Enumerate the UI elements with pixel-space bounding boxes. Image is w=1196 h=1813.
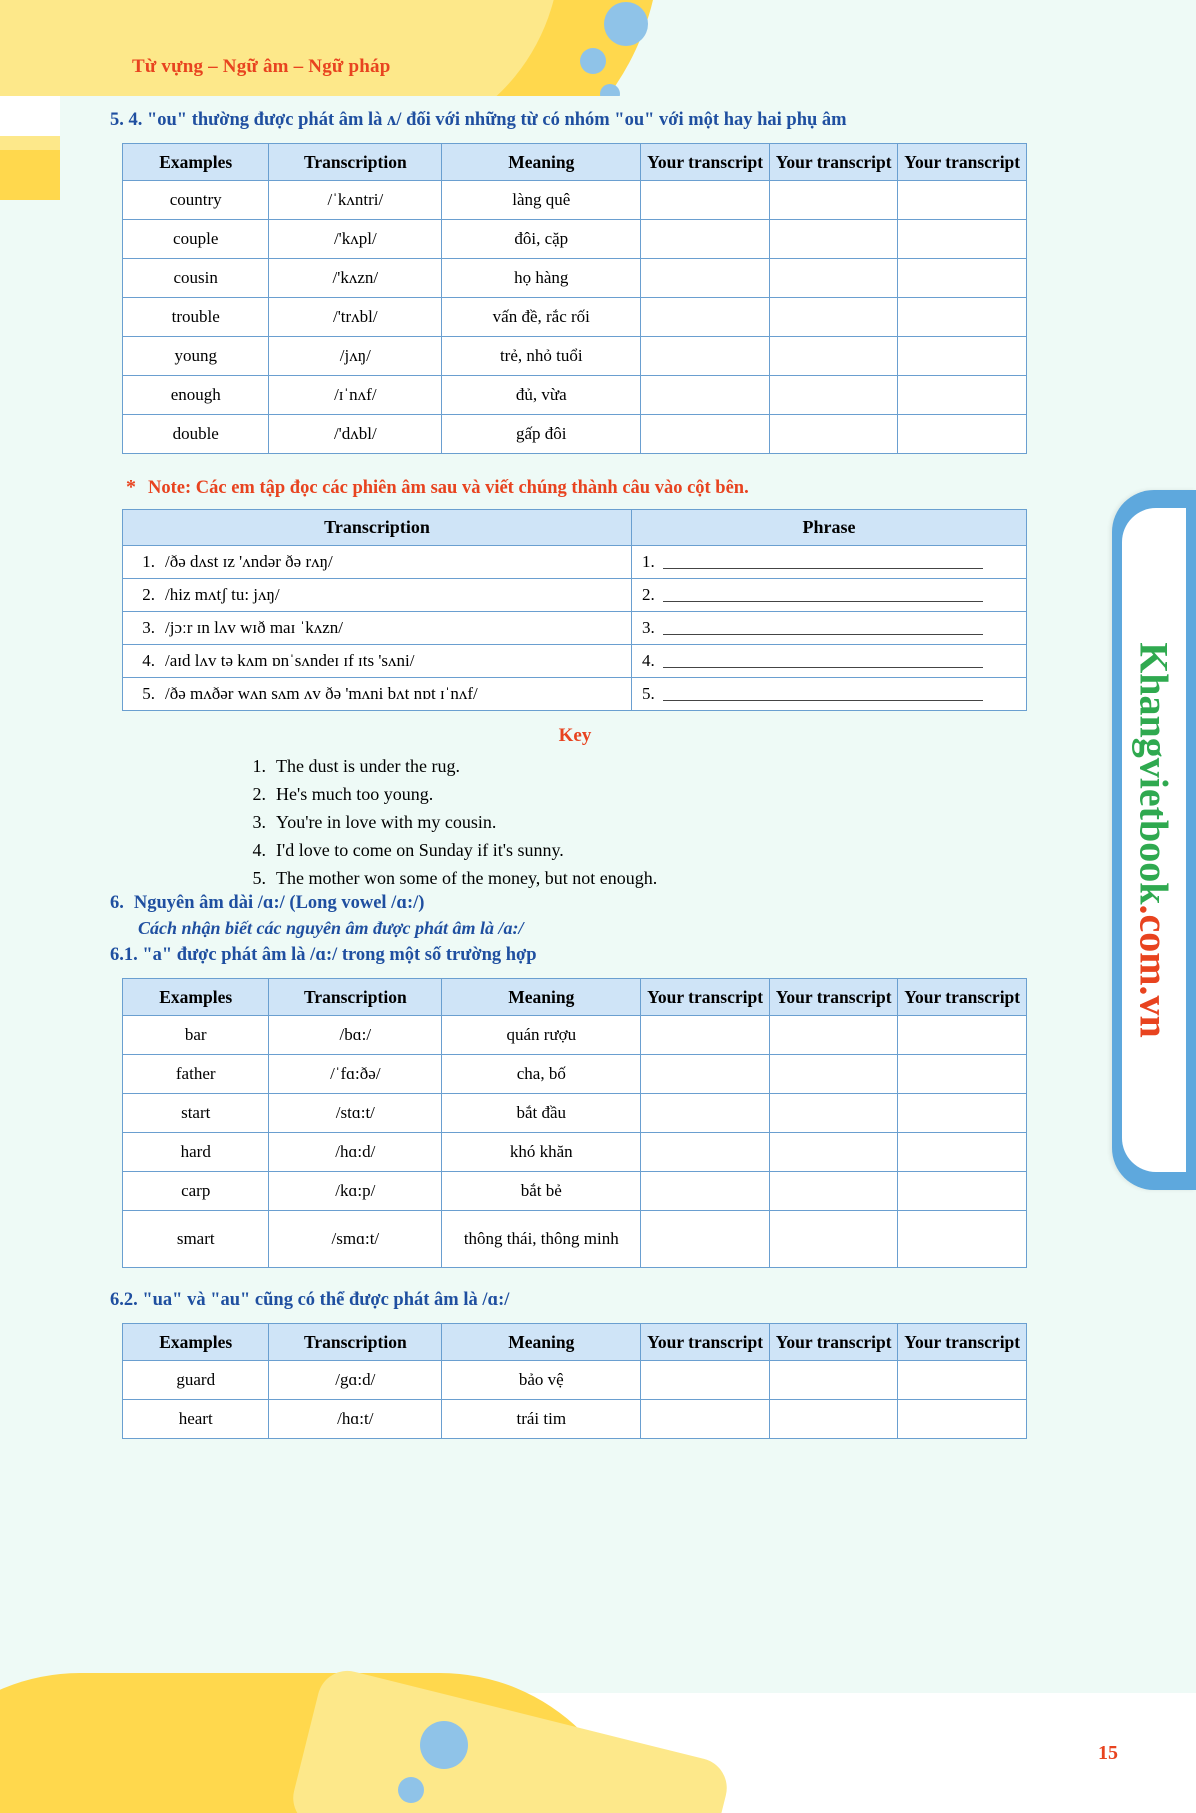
cell-example: smart: [123, 1210, 269, 1267]
table-row: [123, 259, 1027, 298]
section-6-1-heading: 6.1. "a" được phát âm là /ɑ:/ trong một số trường hợp: [110, 944, 537, 965]
answer-blank[interactable]: [663, 684, 983, 701]
cell-example: young: [123, 337, 269, 376]
cell-transcription: /'kʌzn/: [269, 259, 442, 298]
cell-your-transcript[interactable]: [641, 1132, 770, 1171]
col-meaning: Meaning: [442, 1323, 641, 1360]
cell-your-transcript[interactable]: [898, 1171, 1027, 1210]
table-row: [123, 1360, 1027, 1399]
cell-example: father: [123, 1054, 269, 1093]
cell-meaning: gấp đôi: [442, 415, 641, 454]
item-transcription: /hiz mʌtʃ tu: jʌŋ/: [165, 585, 280, 605]
item-index: 5.: [252, 867, 266, 888]
cell-your-transcript[interactable]: [769, 1054, 898, 1093]
cell-example: guard: [123, 1360, 269, 1399]
table-header-row: [123, 510, 1027, 546]
cell-your-transcript[interactable]: [898, 1210, 1027, 1267]
item-transcription: /jɔːr ɪn lʌv wɪð maɪ ˈkʌzn/: [165, 618, 343, 638]
cell-your-transcript[interactable]: [769, 1360, 898, 1399]
cell-transcription: /stɑ:t/: [269, 1093, 442, 1132]
table-row: [123, 1171, 1027, 1210]
key-answer-list: [246, 753, 1040, 892]
cell-meaning: đôi, cặp: [442, 220, 641, 259]
answer-blank[interactable]: [663, 552, 983, 569]
table-row: [123, 645, 1027, 678]
cell-example: couple: [123, 220, 269, 259]
table-row: [123, 579, 1027, 612]
side-brand-tab: [1112, 490, 1196, 1190]
col-your-transcript-1: Your transcript: [641, 1323, 770, 1360]
table-transcription-phrase: [122, 509, 1027, 711]
cell-your-transcript[interactable]: [641, 337, 770, 376]
cell-your-transcript[interactable]: [898, 1015, 1027, 1054]
table-row: [123, 376, 1027, 415]
item-transcription: /aɪd lʌv tə kʌm ɒnˈsʌndeɪ ɪf ɪts 'sʌni/: [165, 651, 415, 671]
table-row: [123, 1210, 1027, 1267]
cell-meaning: làng quê: [442, 181, 641, 220]
cell-your-transcript[interactable]: [769, 1015, 898, 1054]
col-your-transcript-3: Your transcript: [898, 144, 1027, 181]
cell-your-transcript[interactable]: [898, 1132, 1027, 1171]
col-transcription: Transcription: [123, 510, 632, 546]
col-transcription: Transcription: [269, 1323, 442, 1360]
item-transcription: /ðə mʌðər wʌn sʌm ʌv ðə 'mʌni bʌt nɒt ɪˈnʌf/: [165, 684, 478, 704]
table-section-6-2: [122, 1323, 1027, 1439]
cell-your-transcript[interactable]: [641, 259, 770, 298]
col-transcription: Transcription: [269, 144, 442, 181]
table-row: [123, 1093, 1027, 1132]
cell-meaning: bắt bẻ: [442, 1171, 641, 1210]
cell-your-transcript[interactable]: [641, 415, 770, 454]
cell-your-transcript[interactable]: [641, 220, 770, 259]
cell-your-transcript[interactable]: [641, 1093, 770, 1132]
item-transcription: /ðə dʌst ɪz 'ʌndər ðə rʌŋ/: [165, 552, 333, 572]
answer-blank[interactable]: [663, 618, 983, 635]
brand-tld: .com.vn: [1131, 904, 1177, 1038]
decor-dot: [420, 1721, 468, 1769]
cell-phrase-answer[interactable]: [632, 546, 1027, 579]
table-row: [123, 298, 1027, 337]
col-phrase: Phrase: [632, 510, 1027, 546]
col-your-transcript-2: Your transcript: [769, 1323, 898, 1360]
col-meaning: Meaning: [442, 978, 641, 1015]
cell-your-transcript[interactable]: [641, 1171, 770, 1210]
cell-example: cousin: [123, 259, 269, 298]
list-item: [246, 865, 1040, 893]
item-text: He's much too young.: [276, 784, 434, 805]
cell-your-transcript[interactable]: [769, 181, 898, 220]
table-row: [123, 546, 1027, 579]
item-index: 3.: [642, 618, 655, 638]
note-star-icon: *: [126, 476, 136, 499]
item-index: 5.: [142, 684, 155, 704]
cell-your-transcript[interactable]: [641, 181, 770, 220]
table-row: [123, 612, 1027, 645]
cell-meaning: quán rượu: [442, 1015, 641, 1054]
cell-transcription: [123, 612, 632, 645]
cell-your-transcript[interactable]: [769, 298, 898, 337]
cell-your-transcript[interactable]: [769, 1093, 898, 1132]
table-row: [123, 337, 1027, 376]
cell-meaning: khó khăn: [442, 1132, 641, 1171]
cell-your-transcript[interactable]: [898, 181, 1027, 220]
cell-your-transcript[interactable]: [769, 1171, 898, 1210]
col-examples: Examples: [123, 1323, 269, 1360]
cell-example: heart: [123, 1399, 269, 1438]
cell-transcription: [123, 645, 632, 678]
col-your-transcript-1: Your transcript: [641, 978, 770, 1015]
section-6-2-heading: 6.2. "ua" và "au" cũng có thể được phát âm là /ɑ:/: [110, 1289, 510, 1310]
item-index: 5.: [642, 684, 655, 704]
cell-transcription: /ɪˈnʌf/: [269, 376, 442, 415]
cell-your-transcript[interactable]: [898, 1054, 1027, 1093]
item-index: 1.: [642, 552, 655, 572]
table-row: [123, 1399, 1027, 1438]
cell-phrase-answer[interactable]: [632, 612, 1027, 645]
brand-label: [1131, 642, 1178, 1038]
cell-meaning: trái tim: [442, 1399, 641, 1438]
table-section-6-1: [122, 978, 1027, 1268]
cell-example: start: [123, 1093, 269, 1132]
section-6-heading: Nguyên âm dài /ɑ:/ (Long vowel /ɑ:/): [133, 892, 425, 913]
cell-meaning: họ hàng: [442, 259, 641, 298]
cell-meaning: cha, bố: [442, 1054, 641, 1093]
cell-your-transcript[interactable]: [898, 1399, 1027, 1438]
document-content: [110, 110, 1040, 1439]
table-row: [123, 1054, 1027, 1093]
item-index: 2.: [252, 784, 266, 805]
cell-transcription: [123, 546, 632, 579]
col-your-transcript-3: Your transcript: [898, 1323, 1027, 1360]
cell-your-transcript[interactable]: [898, 1093, 1027, 1132]
item-index: 4.: [252, 839, 266, 860]
cell-transcription: /hɑ:t/: [269, 1399, 442, 1438]
cell-transcription: /'trʌbl/: [269, 298, 442, 337]
cell-transcription: /bɑ:/: [269, 1015, 442, 1054]
section-6-number: 6.: [110, 892, 124, 913]
cell-your-transcript[interactable]: [641, 1360, 770, 1399]
section-5-4-heading: 5. 4. "ou" thường được phát âm là ʌ/ đối với những từ có nhóm "ou" với một hay hai phụ âm: [110, 110, 847, 130]
item-text: You're in love with my cousin.: [276, 811, 497, 832]
col-transcription: Transcription: [269, 978, 442, 1015]
key-title: Key: [558, 725, 592, 747]
list-item: [246, 753, 1040, 781]
item-text: I'd love to come on Sunday if it's sunny.: [276, 839, 564, 860]
cell-your-transcript[interactable]: [769, 337, 898, 376]
cell-your-transcript[interactable]: [769, 1132, 898, 1171]
cell-your-transcript[interactable]: [898, 415, 1027, 454]
item-index: 2.: [642, 585, 655, 605]
cell-your-transcript[interactable]: [769, 1210, 898, 1267]
cell-transcription: /jʌŋ/: [269, 337, 442, 376]
note-block: [126, 476, 1040, 499]
cell-meaning: bắt đầu: [442, 1093, 641, 1132]
cell-your-transcript[interactable]: [641, 298, 770, 337]
col-meaning: Meaning: [442, 144, 641, 181]
cell-transcription: /'kʌpl/: [269, 220, 442, 259]
cell-transcription: /hɑ:d/: [269, 1132, 442, 1171]
section-6-subheading: Cách nhận biết các nguyên âm được phát âm là /a:/: [138, 917, 524, 938]
cell-your-transcript[interactable]: [769, 220, 898, 259]
decor-dot: [604, 2, 648, 46]
item-text: The dust is under the rug.: [276, 756, 460, 777]
cell-transcription: /gɑ:d/: [269, 1360, 442, 1399]
cell-your-transcript[interactable]: [769, 1399, 898, 1438]
cell-your-transcript[interactable]: [769, 376, 898, 415]
table-header-row: [123, 1323, 1027, 1360]
cell-meaning: vấn đề, rắc rối: [442, 298, 641, 337]
item-index: 3.: [142, 618, 155, 638]
cell-your-transcript[interactable]: [641, 1015, 770, 1054]
cell-meaning: trẻ, nhỏ tuổi: [442, 337, 641, 376]
list-item: [246, 781, 1040, 809]
table-header-row: [123, 978, 1027, 1015]
table-row: [123, 181, 1027, 220]
cell-your-transcript[interactable]: [769, 259, 898, 298]
cell-transcription: /smɑ:t/: [269, 1210, 442, 1267]
item-index: 3.: [252, 811, 266, 832]
note-text: Note: Các em tập đọc các phiên âm sau và viết chúng thành câu vào cột bên.: [148, 478, 749, 499]
cell-example: country: [123, 181, 269, 220]
cell-meaning: đủ, vừa: [442, 376, 641, 415]
item-text: The mother won some of the money, but not enough.: [276, 867, 658, 888]
cell-your-transcript[interactable]: [898, 220, 1027, 259]
answer-blank[interactable]: [663, 585, 983, 602]
cell-your-transcript[interactable]: [641, 1054, 770, 1093]
page-number: 15: [1098, 1742, 1118, 1764]
cell-phrase-answer[interactable]: [632, 645, 1027, 678]
item-index: 4.: [142, 651, 155, 671]
table-row: [123, 1132, 1027, 1171]
cell-transcription: /kɑ:p/: [269, 1171, 442, 1210]
table-row: [123, 220, 1027, 259]
table-row: [123, 678, 1027, 711]
cell-your-transcript[interactable]: [898, 337, 1027, 376]
cell-your-transcript[interactable]: [898, 376, 1027, 415]
cell-phrase-answer[interactable]: [632, 678, 1027, 711]
list-item: [246, 809, 1040, 837]
page-header-title: Từ vựng – Ngữ âm – Ngữ pháp: [132, 56, 391, 77]
list-item: [246, 837, 1040, 865]
cell-transcription: /ˈkʌntri/: [269, 181, 442, 220]
cell-example: carp: [123, 1171, 269, 1210]
cell-meaning: bảo vệ: [442, 1360, 641, 1399]
cell-meaning: thông thái, thông minh: [442, 1210, 641, 1267]
item-index: 2.: [142, 585, 155, 605]
decor-dot: [580, 48, 606, 74]
answer-blank[interactable]: [663, 651, 983, 668]
table-row: [123, 1015, 1027, 1054]
table-section-5-4: [122, 143, 1027, 454]
col-your-transcript-2: Your transcript: [769, 978, 898, 1015]
cell-transcription: /'dʌbl/: [269, 415, 442, 454]
section-6-heading-row: [110, 893, 1040, 914]
item-index: 1.: [252, 756, 266, 777]
cell-transcription: /ˈfɑ:ðə/: [269, 1054, 442, 1093]
cell-example: enough: [123, 376, 269, 415]
cell-your-transcript[interactable]: [898, 259, 1027, 298]
cell-your-transcript[interactable]: [641, 1399, 770, 1438]
cell-transcription: [123, 678, 632, 711]
cell-your-transcript[interactable]: [641, 376, 770, 415]
col-your-transcript-1: Your transcript: [641, 144, 770, 181]
col-examples: Examples: [123, 978, 269, 1015]
item-index: 4.: [642, 651, 655, 671]
cell-transcription: [123, 579, 632, 612]
cell-example: trouble: [123, 298, 269, 337]
cell-your-transcript[interactable]: [769, 415, 898, 454]
brand-name: Khangvietbook: [1131, 642, 1177, 905]
table-row: [123, 415, 1027, 454]
cell-your-transcript[interactable]: [898, 1360, 1027, 1399]
cell-your-transcript[interactable]: [898, 298, 1027, 337]
cell-phrase-answer[interactable]: [632, 579, 1027, 612]
cell-example: double: [123, 415, 269, 454]
col-examples: Examples: [123, 144, 269, 181]
cell-your-transcript[interactable]: [641, 1210, 770, 1267]
col-your-transcript-2: Your transcript: [769, 144, 898, 181]
cell-example: hard: [123, 1132, 269, 1171]
col-your-transcript-3: Your transcript: [898, 978, 1027, 1015]
cell-example: bar: [123, 1015, 269, 1054]
item-index: 1.: [142, 552, 155, 572]
decor-dot: [398, 1777, 424, 1803]
table-header-row: [123, 144, 1027, 181]
